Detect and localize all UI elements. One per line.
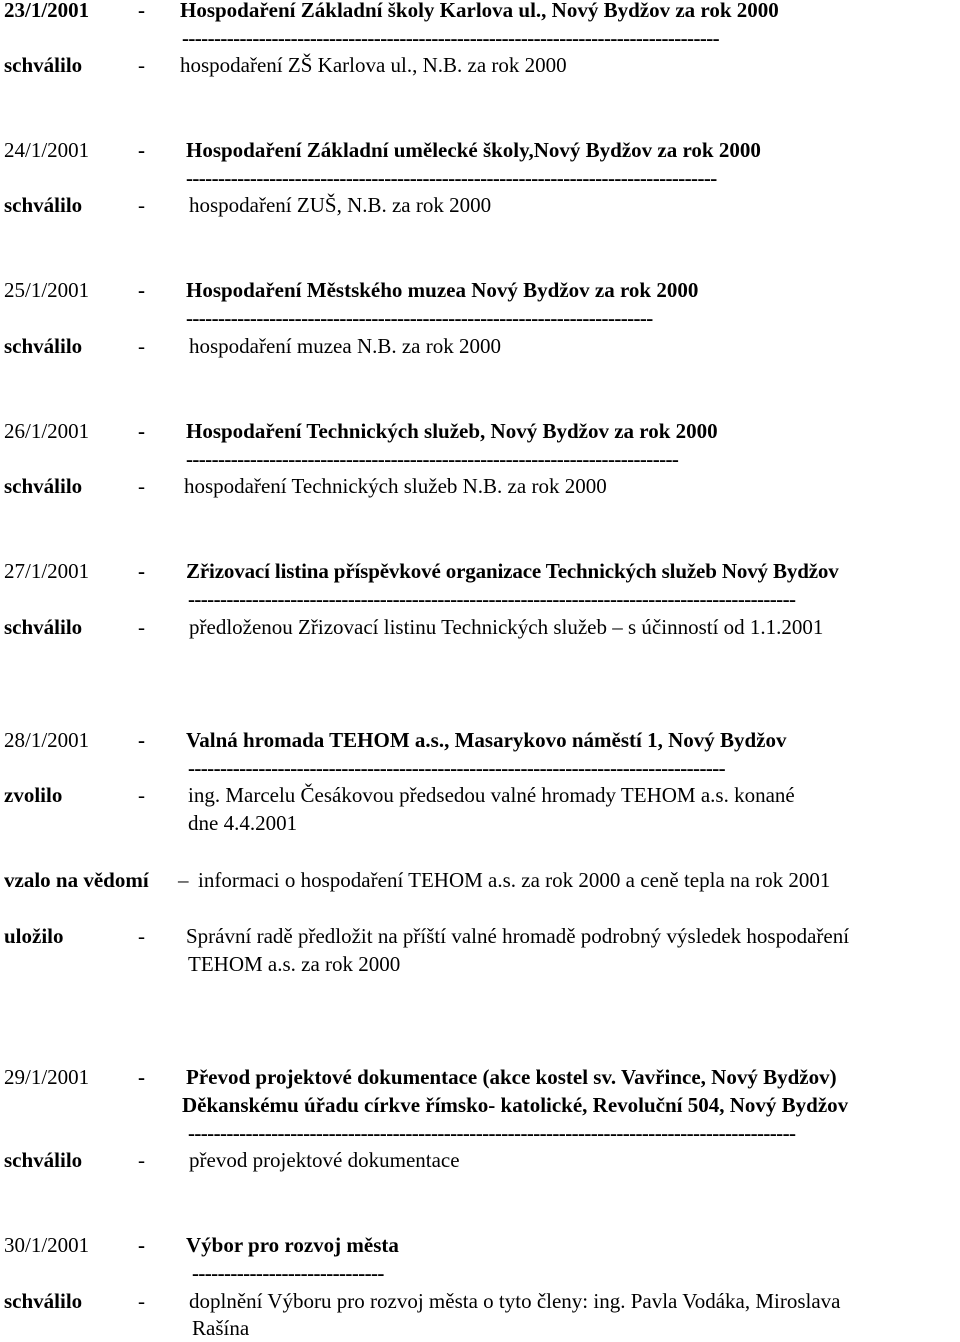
title-underline: ----------------------------------------------------------------------------- xyxy=(186,447,679,471)
action-separator: - xyxy=(138,334,145,358)
title-underline: ------------------------------------------------------------------------- xyxy=(186,306,653,330)
resolution-number: 30/1/2001 xyxy=(4,1233,90,1257)
resolution-number: 26/1/2001 xyxy=(4,419,90,443)
resolution-number: 24/1/2001 xyxy=(4,138,90,162)
resolution-separator: - xyxy=(138,138,145,162)
title-underline: ------------------------------------------------------------------------------------ xyxy=(188,756,726,780)
action-text: převod projektové dokumentace xyxy=(189,1148,460,1172)
action-text: hospodaření ZUŠ, N.B. za rok 2000 xyxy=(189,193,492,217)
action-verb: schválilo xyxy=(4,334,83,358)
resolution-separator: - xyxy=(138,728,145,752)
resolution-number: 25/1/2001 xyxy=(4,278,90,302)
action-separator: - xyxy=(138,924,145,948)
action-verb: schválilo xyxy=(4,474,83,498)
resolution-separator: - xyxy=(138,559,145,583)
resolution-title: Převod projektové dokumentace (akce kostel sv. Vavřince, Nový Bydžov) xyxy=(186,1065,837,1089)
action-text: doplnění Výboru pro rozvoj města o tyto členy: ing. Pavla Vodáka, Miroslava xyxy=(189,1289,841,1313)
title-underline: ----------------------------------------------------------------------------------------------- xyxy=(188,1121,796,1145)
action-separator: - xyxy=(138,474,145,498)
action-separator: – xyxy=(178,868,189,892)
action-text: Správní radě předložit na příští valné hromadě podrobný výsledek hospodaření xyxy=(186,924,850,948)
action-text-continued: dne 4.4.2001 xyxy=(188,811,298,835)
title-underline: ------------------------------ xyxy=(192,1261,384,1285)
action-separator: - xyxy=(138,615,145,639)
resolution-number: 29/1/2001 xyxy=(4,1065,90,1089)
resolution-separator: - xyxy=(138,1233,145,1257)
action-verb: vzalo na vědomí xyxy=(4,868,149,892)
action-text: předloženou Zřizovací listinu Technických služeb – s účinností od 1.1.2001 xyxy=(189,615,824,639)
resolution-title: Valná hromada TEHOM a.s., Masarykovo náměstí 1, Nový Bydžov xyxy=(186,728,787,752)
resolution-separator: - xyxy=(138,419,145,443)
resolution-title: Hospodaření Městského muzea Nový Bydžov za rok 2000 xyxy=(186,278,699,302)
action-separator: - xyxy=(138,53,145,77)
title-underline: ----------------------------------------------------------------------------------- xyxy=(186,166,717,190)
action-text-continued: TEHOM a.s. za rok 2000 xyxy=(188,952,401,976)
resolution-number: 27/1/2001 xyxy=(4,559,90,583)
action-verb: zvolilo xyxy=(4,783,63,807)
action-verb: schválilo xyxy=(4,615,83,639)
resolution-title: Hospodaření Základní umělecké školy,Nový Bydžov za rok 2000 xyxy=(186,138,761,162)
action-separator: - xyxy=(138,193,145,217)
action-text-continued: Rašína xyxy=(192,1316,250,1340)
action-text: informaci o hospodaření TEHOM a.s. za rok 2000 a ceně tepla na rok 2001 xyxy=(198,868,831,892)
action-verb: schválilo xyxy=(4,1148,83,1172)
action-verb: schválilo xyxy=(4,193,83,217)
resolution-title: Hospodaření Technických služeb, Nový Bydžov za rok 2000 xyxy=(186,419,718,443)
action-separator: - xyxy=(138,783,145,807)
title-underline: ------------------------------------------------------------------------------------ xyxy=(182,26,720,50)
resolution-title: Zřizovací listina příspěvkové organizace Technických služeb Nový Bydžov xyxy=(186,559,839,583)
resolution-title: Výbor pro rozvoj města xyxy=(186,1233,399,1257)
action-text: hospodaření Technických služeb N.B. za rok 2000 xyxy=(184,474,607,498)
action-separator: - xyxy=(138,1289,145,1313)
resolution-title: Hospodaření Základní školy Karlova ul., Nový Bydžov za rok 2000 xyxy=(180,0,779,22)
action-verb: uložilo xyxy=(4,924,64,948)
action-text: hospodaření ZŠ Karlova ul., N.B. za rok 2000 xyxy=(180,53,567,77)
resolution-title-continued: Děkanskému úřadu církve římsko- katolické, Revoluční 504, Nový Bydžov xyxy=(182,1093,849,1117)
title-underline: ----------------------------------------------------------------------------------------------- xyxy=(188,587,796,611)
action-verb: schválilo xyxy=(4,53,83,77)
resolution-separator: - xyxy=(138,278,145,302)
resolution-number: 28/1/2001 xyxy=(4,728,90,752)
action-text: hospodaření muzea N.B. za rok 2000 xyxy=(189,334,501,358)
resolution-separator: - xyxy=(138,1065,145,1089)
action-verb: schválilo xyxy=(4,1289,83,1313)
resolution-number: 23/1/2001 xyxy=(4,0,90,22)
action-separator: - xyxy=(138,1148,145,1172)
action-text: ing. Marcelu Česákovou předsedou valné hromady TEHOM a.s. konané xyxy=(188,783,795,807)
resolution-separator: - xyxy=(138,0,145,22)
